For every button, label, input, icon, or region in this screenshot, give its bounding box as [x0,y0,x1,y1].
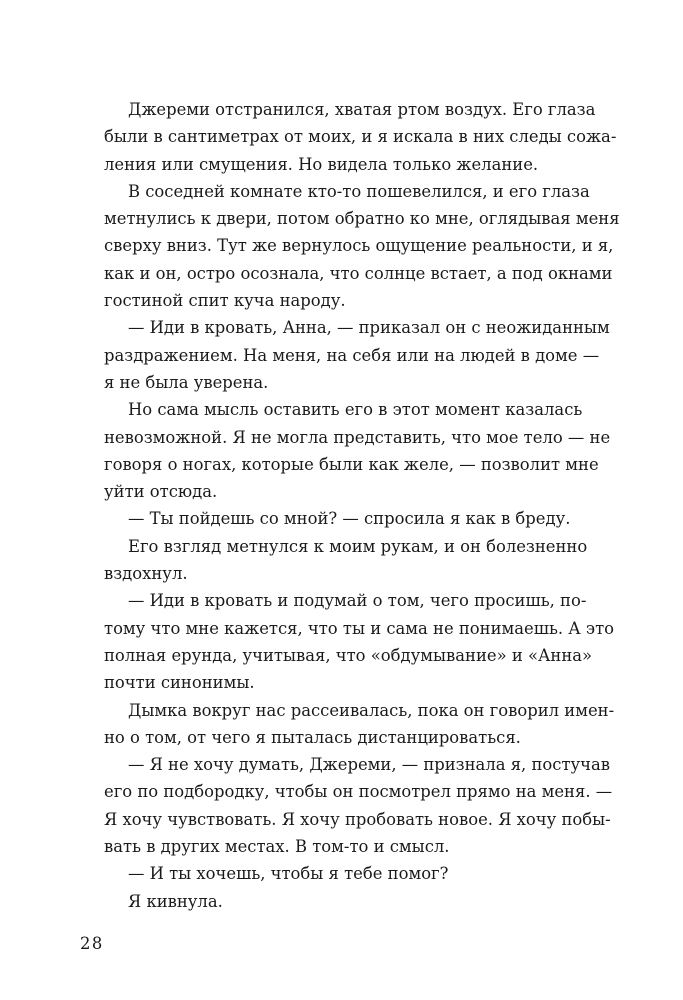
text-line: — Иди в кровать и подумай о том, чего просишь, по- [128,591,587,611]
text-line: Его взгляд метнулся к моим рукам, и он болезненно [128,536,588,556]
text-line: говоря о ногах, которые были как желе, — позволит мне [104,454,599,474]
text-line: тому что мне кажется, что ты и сама не понимаешь. А это [104,618,615,638]
text-line: Джереми отстранился, хватая ртом воздух. Его глаза [128,100,596,119]
text-line: ления или смущения. Но видела только желание. [104,154,539,174]
text-line: — И ты хочешь, чтобы я тебе помог? [128,864,449,884]
text-line: метнулись к двери, потом обратно ко мне, оглядывая меня [104,209,620,229]
text-line: вздохнул. [104,564,188,584]
text-line: его по подбородку, чтобы он посмотрел прямо на меня. — [104,782,613,802]
text-line: как и он, остро осознала, что солнце встает, а под окнами [104,263,613,283]
text-line: уйти отсюда. [104,482,218,502]
text-line: сверху вниз. Тут же вернулось ощущение реальности, и я, [104,236,614,256]
text-line: — Я не хочу думать, Джереми, — признала я, постучав [128,755,610,775]
text-line: полная ерунда, учитывая, что «обдумывание» и «Анна» [104,645,593,665]
text-line: я не была уверена. [104,372,269,392]
page-body-text [104,96,620,915]
text-line: но о том, от чего я пыталась дистанцироваться. [104,727,521,747]
text-line: В соседней комнате кто-то пошевелился, и его глаза [128,181,590,201]
text-line: почти синонимы. [104,673,255,693]
text-line: были в сантиметрах от моих, и я искала в них следы сожа- [104,127,617,147]
text-line: — Иди в кровать, Анна, — приказал он с неожиданным [128,318,610,338]
text-line: Дымка вокруг нас рассеивалась, пока он говорил имен- [128,700,615,720]
text-line: — Ты пойдешь со мной? — спросила я как в бреду. [128,509,571,529]
text-line: Но сама мысль оставить его в этот момент казалась [128,400,583,420]
text-line: вать в других местах. В том-то и смысл. [104,837,450,857]
text-line: Я хочу чувствовать. Я хочу пробовать новое. Я хочу побы- [104,809,611,829]
page-number: 28 [80,934,104,953]
text-line: Я кивнула. [128,891,223,911]
text-line: раздражением. На меня, на себя или на людей в доме — [104,345,600,365]
text-line: невозможной. Я не могла представить, что мое тело — не [104,427,611,447]
text-line: гостиной спит куча народу. [104,291,346,311]
